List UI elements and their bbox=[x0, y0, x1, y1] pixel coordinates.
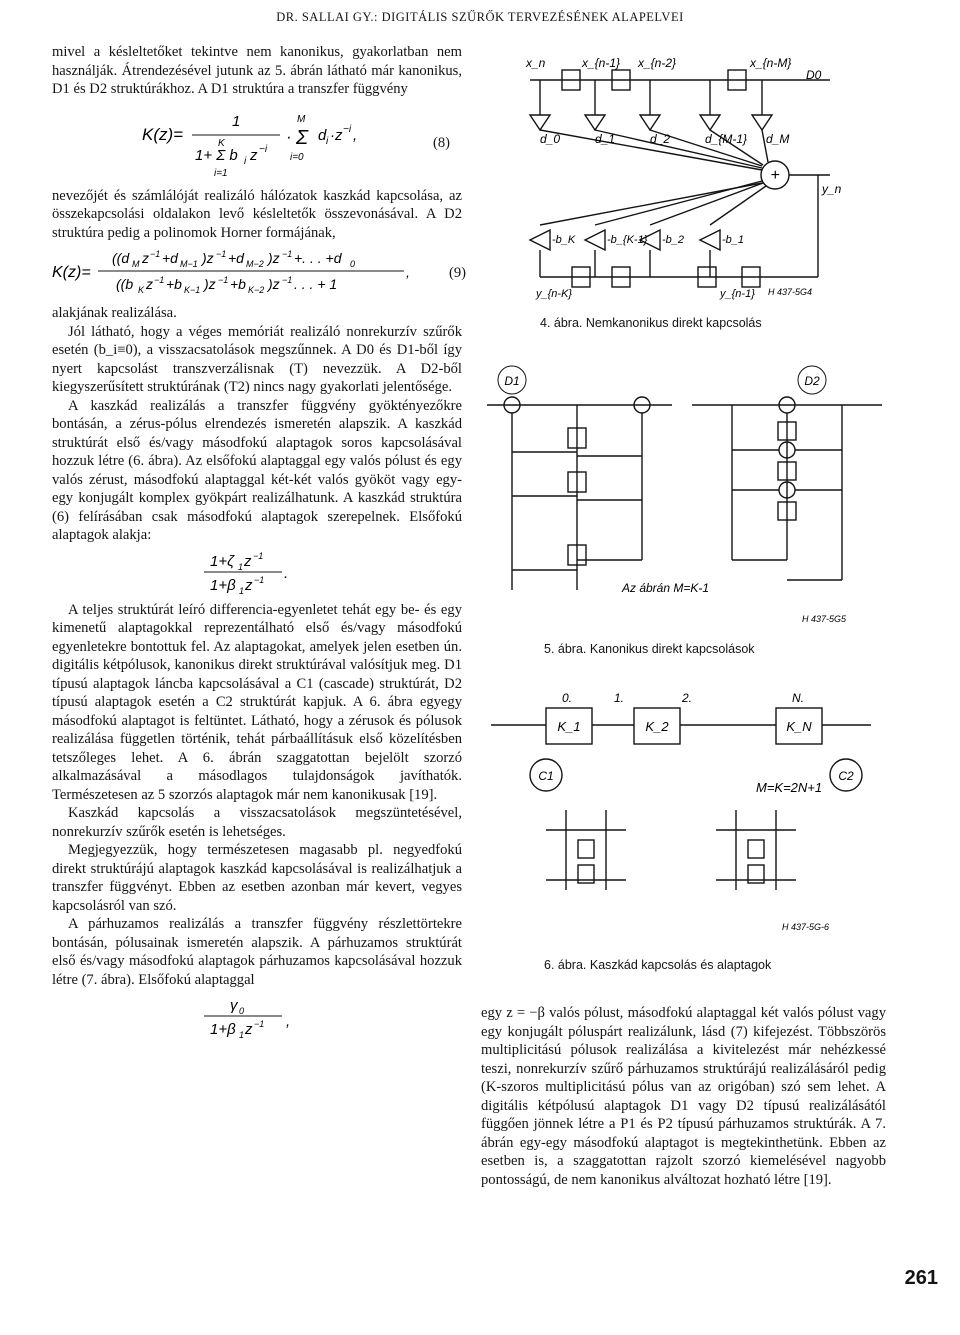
svg-text:)z: )z bbox=[202, 250, 214, 266]
svg-text:1: 1 bbox=[238, 561, 244, 572]
fig4-coef: d_M bbox=[766, 132, 790, 146]
figure-5-diagram bbox=[482, 360, 882, 630]
svg-text:)z: )z bbox=[268, 250, 280, 266]
fig5-tag: D1 bbox=[504, 374, 520, 388]
equation-first-order bbox=[202, 548, 462, 598]
fig4-bottom: y_{n-1} bbox=[720, 288, 755, 300]
svg-text:z: z bbox=[142, 250, 149, 266]
equation-number: (9) bbox=[448, 264, 466, 281]
fig4-feedback: -b_{K-1} bbox=[607, 234, 648, 246]
equation-8 bbox=[140, 102, 462, 184]
svg-text:−1: −1 bbox=[254, 1019, 265, 1029]
svg-text:Σ: Σ bbox=[296, 126, 308, 149]
svg-text:−1: −1 bbox=[218, 275, 229, 285]
svg-text:((d: ((d bbox=[112, 250, 130, 266]
paragraph: alakjának realizálása. bbox=[52, 305, 177, 321]
fig5-ref: H 437-5G5 bbox=[802, 614, 847, 624]
figure-6-diagram bbox=[486, 690, 876, 940]
svg-text:. . . + 1: . . . + 1 bbox=[294, 276, 338, 292]
paragraph: Kaszkád kapcsolás a visszacsatolások megszüntetésével, nonrekurzív szűrők esetén is lehetséges. bbox=[52, 805, 462, 840]
svg-text:0: 0 bbox=[239, 1006, 245, 1016]
svg-text:·: · bbox=[286, 126, 292, 146]
svg-text:M: M bbox=[297, 113, 306, 125]
fig4-coef: d_0 bbox=[540, 132, 561, 146]
svg-text:i: i bbox=[244, 155, 247, 167]
svg-text:1: 1 bbox=[232, 112, 241, 130]
svg-text:1: 1 bbox=[239, 585, 245, 596]
svg-text:K−1: K−1 bbox=[184, 285, 201, 295]
fig4-feedback: -b_1 bbox=[722, 234, 745, 246]
fig4-output: y_n bbox=[822, 182, 842, 196]
paragraph: mivel a késleltetőket tekintve nem kanonikus, gyakorlatban nem használják. Átrendezésével jutunk az 5. ábrán látható már kanonikus, D1 és D2 struktúrákhoz. A D1 struktúra a transzfer függvény bbox=[52, 44, 462, 97]
fig4-coef: d_1 bbox=[595, 132, 616, 146]
paragraph: A kaszkád realizálás a transzfer függvény gyöktényezőkre bontásán, a zérus-pólus elrendezés ismeretén alapszik. A kaszkád struktúrát első és/vagy másodfokú alaptagok soros kapcsolásával hozzuk létre (6. ábra). Az elsőfokú alaptaggal egy valós pólust és egy valós zérust, másodfokú alaptaggal két-két valós gyököt vagy egy-egy konjugált komplex gyökpárt realizálhatunk. A kaszkád struktúra (6) felírásában csak másodfokú alaptagok szerepelnek. Elsőfokú alaptagok alakja: bbox=[52, 397, 462, 543]
equation-number: (8) bbox=[432, 134, 450, 151]
svg-text:z: z bbox=[245, 1021, 253, 1038]
paragraph: A teljes struktúrát leíró differencia-egyenletet tehát egy be- és egy kimenetű alaptagokkal reprezentálható első és/vagy másodfokú egyenletekre bontottuk fel. Az alaptagokat, amelyek jelen esetben ún. digitális kétpólusok, kanonikus direkt struktúrával valósítjuk meg. D1 típusú alaptagok láncba kapcsolásával a C1 (cascade) struktúrát, D2 típusú alaptagok esetén a C2 struktúrát kapjuk. A 6. ábra egyegy másodfokú alaptagot is feltüntet. Látható, hogy a zérusok és pólusok realizálása független történik, tehát párbaállításuk első közelítésben tetszőleges lehet. A 6. ábrán szaggatottan bejelölt szorzó alkalmazásával a másodlagos tulajdonságok javíthatók. Természetesen az 5 szorzós alaptagok már nem kanonikusak [19]. bbox=[52, 601, 462, 803]
svg-text:,: , bbox=[406, 264, 410, 280]
fig6-ref: H 437-5G-6 bbox=[782, 922, 830, 932]
svg-text:+b: +b bbox=[230, 276, 246, 292]
fig6-stage: 0. bbox=[562, 691, 573, 705]
paragraph: egy z = −β valós pólust, másodfokú alaptaggal két valós pólust vagy egy konjugált póluspárt realizálunk, lásd (7) kifejezést. Többszörös multiplicitású pólusok realizálása a kivitelezést már nehézkessé teszi, nonrekurzív szűrő párhuzamos struktúrájú realizálásáról pedig (K-szoros multiplicitású pólus van az origóban) szó sem lehet. A digitális kétpólusú alaptagok D1 vagy D2 típusú realizálásától függően jönnek létre a P1 és P2 típusú párhuzamos struktúrák. A 7. ábrán egy-egy másodfokú alaptagot is megtekinthetünk. Ebben az esetben is, a szaggatottan rajzolt szorzó kiemelésével nagyobb pontosságú, de nem kanonikus alváltozat hozható létre [19]. bbox=[481, 1005, 886, 1188]
figure-4-diagram bbox=[500, 55, 850, 300]
fig6-block: K_N bbox=[786, 719, 812, 734]
svg-text:1+ζ: 1+ζ bbox=[210, 552, 235, 570]
svg-text:,: , bbox=[353, 126, 358, 144]
fig4-feedback: -b_2 bbox=[662, 234, 685, 246]
svg-text:K: K bbox=[138, 285, 145, 295]
figure-6-caption: 6. ábra. Kaszkád kapcsolás és alaptagok bbox=[544, 958, 772, 972]
fig4-label: x_{n-2} bbox=[638, 56, 677, 70]
svg-text:γ: γ bbox=[230, 997, 238, 1014]
svg-text:K: K bbox=[218, 137, 225, 149]
svg-text:1+β: 1+β bbox=[210, 1021, 236, 1038]
paragraph: A párhuzamos realizálás a transzfer függvény részlettörtekre bontásán, pólusainak ismeretén alapszik. A párhuzamos struktúrát első és/vagy másodfokú alaptagok párhuzamos kapcsolásával hozzuk létre (7. ábra). Elsőfokú alaptaggal bbox=[52, 916, 462, 988]
page-number: 261 bbox=[904, 1267, 938, 1289]
svg-text:+d: +d bbox=[228, 250, 244, 266]
svg-text:K−2: K−2 bbox=[248, 285, 265, 295]
fig4-coef: d_2 bbox=[650, 132, 671, 146]
svg-text:+. . . +d: +. . . +d bbox=[294, 250, 342, 266]
svg-text:1+β: 1+β bbox=[210, 576, 236, 594]
figure-4-caption: 4. ábra. Nemkanonikus direkt kapcsolás bbox=[540, 316, 762, 330]
fig6-block: K_1 bbox=[557, 719, 581, 734]
svg-text:)z: )z bbox=[204, 276, 216, 292]
svg-text:d: d bbox=[318, 126, 327, 144]
svg-text:−1: −1 bbox=[254, 574, 265, 585]
fig6-tag: C2 bbox=[838, 769, 854, 783]
svg-text:·z: ·z bbox=[330, 126, 343, 144]
fig4-feedback: -b_K bbox=[552, 234, 576, 246]
fig4-bottom: y_{n-K} bbox=[536, 288, 573, 300]
equation-first-order-graphic bbox=[202, 548, 322, 598]
svg-text:z: z bbox=[146, 276, 153, 292]
svg-text:−1: −1 bbox=[154, 275, 165, 285]
fig5-note: Az ábrán M=K-1 bbox=[622, 581, 710, 595]
fig6-eq: M=K=2N+1 bbox=[756, 780, 823, 795]
svg-text:M: M bbox=[132, 259, 140, 269]
equation-gamma-graphic bbox=[202, 992, 332, 1042]
fig6-stage: 2. bbox=[682, 691, 693, 705]
fig4-label: x_{n-M} bbox=[750, 56, 792, 70]
fig4-label: x_{n-1} bbox=[582, 56, 621, 70]
svg-text:1: 1 bbox=[239, 1030, 245, 1040]
svg-text:K(z)=: K(z)= bbox=[142, 124, 184, 144]
paragraph: nevezőjét és számlálóját realizáló hálózatok kaszkád kapcsolása, az összekapcsolási oldalakon levő késleltetők összevonásával. A D2 struktúra pedig a polinomok Horner formájának, bbox=[52, 187, 462, 241]
fig4-tag: D0 bbox=[806, 68, 822, 82]
svg-text:i: i bbox=[326, 135, 329, 147]
fig4-label: x_n bbox=[526, 56, 546, 70]
svg-text:−1: −1 bbox=[282, 249, 293, 259]
svg-text:z: z bbox=[245, 576, 253, 594]
right-column bbox=[481, 1004, 886, 1189]
svg-text:z: z bbox=[244, 552, 252, 570]
fig4-ref: H 437-5G4 bbox=[768, 287, 813, 297]
svg-text:−1: −1 bbox=[282, 275, 293, 285]
svg-text:0: 0 bbox=[350, 259, 356, 269]
svg-text:−1: −1 bbox=[216, 249, 227, 259]
svg-text:M−1: M−1 bbox=[180, 259, 198, 269]
svg-text:+b: +b bbox=[166, 276, 182, 292]
svg-text:−1: −1 bbox=[253, 550, 264, 561]
paragraph: Jól látható, hogy a véges memóriát realizáló nonrekurzív szűrők esetén (b_i≡0), a visszacsatolások megszűnnek. A D0 és D1-ből így nyert kapcsolást transzverzálisnak (T) nevezzük. A D2-ből kiegyszerűsített struktúrának (T2) nincs nagy gyakorlati jelentősége. bbox=[52, 323, 462, 395]
equation-8-graphic bbox=[140, 102, 462, 184]
svg-text:+: + bbox=[770, 167, 780, 184]
svg-text:)z: )z bbox=[268, 276, 280, 292]
equation-9-graphic bbox=[52, 245, 412, 301]
svg-text:1+ Σ b: 1+ Σ b bbox=[195, 146, 238, 164]
fig5-tag: D2 bbox=[804, 374, 820, 388]
svg-text:.: . bbox=[284, 564, 289, 582]
svg-text:K(z)=: K(z)= bbox=[52, 264, 91, 281]
equation-gamma bbox=[202, 992, 462, 1042]
figure-5-caption: 5. ábra. Kanonikus direkt kapcsolások bbox=[544, 642, 755, 656]
svg-text:i=0: i=0 bbox=[290, 151, 304, 163]
svg-text:−1: −1 bbox=[150, 249, 161, 259]
paragraph: Megjegyezzük, hogy természetesen magasabb pl. negyedfokú direkt struktúrájú alaptagok kaszkád kapcsolásával is realizálhatjuk a transzfer függvényt. Ebben az esetben azonban már kevert, vegyes kapcsolásról van szó. bbox=[52, 842, 462, 914]
fig6-tag: C1 bbox=[538, 769, 554, 783]
equation-9 bbox=[52, 245, 466, 301]
svg-text:M−2: M−2 bbox=[246, 259, 264, 269]
svg-text:+d: +d bbox=[162, 250, 178, 266]
svg-text:−i: −i bbox=[259, 143, 268, 155]
fig6-block: K_2 bbox=[645, 719, 669, 734]
svg-text:,: , bbox=[286, 1013, 291, 1030]
running-header: DR. SALLAI GY.: DIGITÁLIS SZŰRŐK TERVEZÉSÉNEK ALAPELVEI bbox=[276, 10, 684, 24]
svg-text:−i: −i bbox=[343, 123, 352, 135]
left-column bbox=[52, 43, 466, 1045]
svg-text:i=1: i=1 bbox=[214, 167, 228, 179]
svg-text:((b: ((b bbox=[116, 276, 134, 292]
fig4-coef: d_{M-1} bbox=[705, 132, 748, 146]
fig6-stage: N. bbox=[792, 691, 804, 705]
svg-text:z: z bbox=[250, 146, 258, 164]
fig6-stage: 1. bbox=[614, 691, 625, 705]
